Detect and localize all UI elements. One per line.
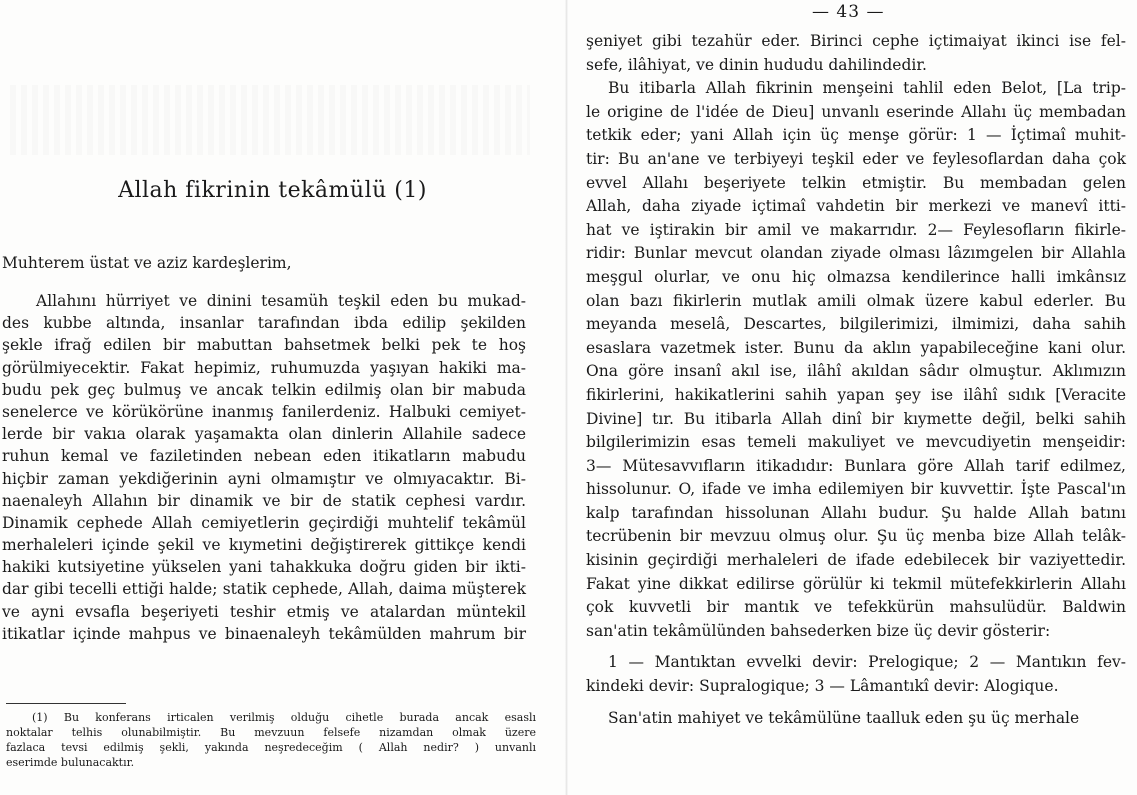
book-gutter [565, 0, 568, 795]
text-line: merhaleleri içinde şekil ve kıymetini değiştirerek gittikçe kendi [2, 536, 526, 555]
text-line: San'atin mahiyet ve tekâmülüne taalluk eden şu üç merhale [608, 708, 1080, 727]
text-line: kisinin geçirdiği merhaleleri de ifade edebilecek bir vaziyettedir. [586, 551, 1126, 570]
footnote-line: eserimde bulunacaktır. [6, 756, 135, 769]
text-line: itikatlar içinde mahpus ve binaenaleyh tekâmülden mahrum bir [2, 624, 526, 643]
text-line: san'atin tekâmülünden bahsederken bize üç devir gösterir: [586, 621, 1051, 640]
text-line: Divine] tır. Bu itibarla Allah dinî bir kıymette değil, belki sahih [586, 409, 1126, 428]
text-line: Bu itibarla Allah fikrinin menşeini tahlil eden Belot, [La trip- [608, 79, 1126, 98]
text-line: hat ve iştirakin bir amil ve makarrıdır. 2— Feylesofların fikirle- [586, 220, 1126, 239]
text-line: naenaleyh Allahın bir dinamik ve bir de statik cephesi vardır. [2, 491, 526, 510]
text-line: dar gibi tecelli ettiği halde; statik cephede, Allah, daima müşterek [2, 580, 526, 599]
text-line: hissolunur. O, ifade ve imha edilemiyen bir kuvvettir. İşte Pascal'ın [586, 480, 1126, 499]
text-line: Dinamik cephede Allah cemiyetlerin geçirdiği muhtelif tekâmül [2, 513, 526, 532]
footnote-rule [6, 703, 126, 704]
text-line: le origine de l'idée de Dieu] unvanlı eserinde Allahı üç membadan [586, 102, 1126, 121]
footnote-line: noktalar telhis olunabilmiştir. Bu mevzuun felsefe nizamdan olmak üzere [6, 726, 536, 739]
text-line: meyanda meselâ, Descartes, bilgilerimizi, ilmimizi, daha sahih [586, 315, 1126, 334]
text-line: fikirlerini, hakikatlerini sahih yapan şey ise ilâhî sıdık [Veracite [586, 385, 1126, 404]
text-line: Allahını hürriyet ve dinini tesamüh teşkil eden bu mukad- [36, 292, 526, 310]
text-line: çok kuvvetli bir mantık ve tefekkürün mahsulüdür. Baldwin [586, 598, 1126, 617]
footnote-line: fazlaca tevsi edilmiş şekli, yakında neşredeceğim ( Allah nedir? ) unvanlı [6, 741, 536, 754]
page-number: — 43 — [812, 2, 885, 22]
left-page [0, 0, 545, 795]
text-line: meşgul olurlar, ve onu hiç olmazsa kendilerince halli imkânsız [586, 267, 1126, 286]
text-line: bilgilerimizin esas temeli makuliyet ve mevcudiyetin menşeidir: [586, 433, 1126, 452]
text-line: şeniyet gibi tezahür eder. Birinci cephe içtimaiyat ikinci ise fel- [586, 32, 1126, 50]
text-line: tir: Bu an'ane ve terbiyeyi teşkil eder ve feylesoflardan daha çok [586, 149, 1126, 168]
text-line: kalp tarafından hissolunan Allahı budur. Şu halde Allah batını [586, 503, 1126, 522]
text-line: Allah, daha ziyade içtimaî vahdetin bir merkezi ve manevî itti- [586, 197, 1126, 216]
text-line: olan bazı fikirlerin mutlak amili olmak üzere kabul ederler. Bu [586, 291, 1126, 310]
text-line: evvel Allahı beşeriyete telkin etmiştir. Bu membadan gelen [586, 173, 1126, 192]
right-body-text [586, 30, 1126, 730]
text-line: esaslara vazetmek ister. Bunu da aklın yapabileceğine kani olur. [586, 338, 1126, 357]
text-line: sefe, ilâhiyat, ve dinin hududu dahilindedir. [586, 55, 927, 74]
paragraph-gap [586, 643, 1126, 651]
text-line: ruhun kemal ve faziletinden nebean eden itikatların mabudu [2, 447, 526, 466]
salutation: Muhterem üstat ve aziz kardeşlerim, [2, 254, 292, 272]
text-line: Fakat yine dikkat edilirse görülür ki tekmil mütefekkirlerin Allahı [586, 574, 1126, 593]
footnote-line: (1) Bu konferans irticalen verilmiş olduğu cihetle burada ancak esaslı [32, 711, 536, 724]
text-line: tetkik eder; yani Allah için üç menşe görür: 1 — İçtimaî muhit- [586, 126, 1126, 145]
text-line: Ona göre insanî akıl ise, ilâhî akıldan sâdır olmuştur. Aklımızın [586, 362, 1126, 381]
text-line: 1 — Mantıktan evvelki devir: Prelogique; 2 — Mantıkın fev- [608, 653, 1126, 672]
text-line: des kubbe altında, insanlar tarafından ibda edilip şekilden [2, 314, 526, 333]
text-line: ridir: Bunlar mevcut olandan ziyade olması lâzımgelen bir Allahla [586, 244, 1126, 263]
right-page [582, 0, 1132, 795]
text-line: görülmiyecektir. Fakat hepimiz, ruhumuzda yaşıyan hakiki ma- [2, 358, 526, 377]
text-line: senelerce ve körükörüne inanmış fanilerdeniz. Halbuki cemiyet- [2, 402, 526, 421]
text-line: 3— Mütesavvıfların itikadıdır: Bunlara göre Allah tarif edilmez, [586, 456, 1126, 475]
footnote [6, 710, 536, 770]
text-line: hakiki kutsiyetine yükselen yani tahakkuka doğru giden bir ikti- [2, 558, 526, 577]
text-line: şekle ifrağ edilen bir mabuttan bahsetmek belki pek te hoş [2, 336, 526, 355]
text-line: lerde bir vakıa olarak yaşamakta olan dinlerin Allahile sadece [2, 425, 526, 444]
text-line: kindeki devir: Supralogique; 3 — Lâmantıkî devir: Alogique. [586, 677, 1059, 696]
chapter-title: Allah fikrinin tekâmülü (1) [118, 178, 427, 203]
left-body-text [2, 290, 526, 645]
text-line: budu pek geç bulmuş ve ancak telkin edilmiş olan bir mabuda [2, 380, 526, 399]
text-line: tecrübenin bir mevzuu olmuş olur. Şu üç menba bize Allah telâk- [586, 527, 1126, 546]
paragraph-gap [586, 699, 1126, 707]
text-line: ve ayni evsafla beşeriyeti teshir etmiş ve atalardan müntekil [2, 602, 526, 621]
text-line: hiçbir zaman yekdiğerinin ayni olmamıştır ve olmıyacaktır. Bi- [2, 469, 526, 488]
